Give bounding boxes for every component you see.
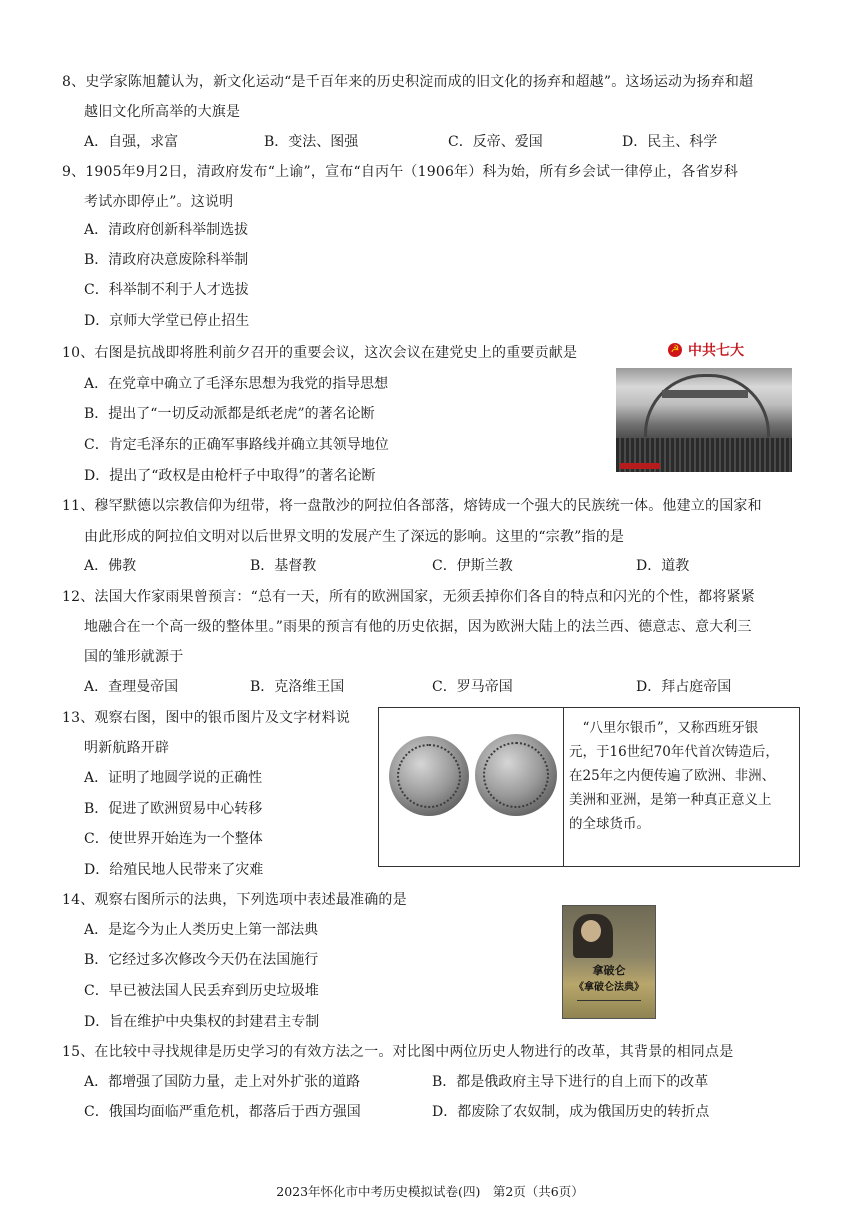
hall-arch <box>644 374 770 437</box>
q15-stem-line-1: 15、在比较中寻找规律是历史学习的有效方法之一。对比图中两位历史人物进行的改革，其背景的相同点是 <box>62 1044 734 1060</box>
q15-option-c: C．俄国均面临严重危机，都落后于西方强国 <box>84 1104 361 1120</box>
q12-option-b: B．克洛维王国 <box>250 679 345 695</box>
cpc-figure-header <box>668 340 744 360</box>
q13-option-d: D．给殖民地人民带来了灾难 <box>84 862 264 878</box>
q8-stem-line-2: 越旧文化所高举的大旗是 <box>84 104 241 120</box>
material-line-5: 的全球货币。 <box>569 816 650 832</box>
q11-stem-line-2: 由此形成的阿拉伯文明对以后世界文明的发展产生了深远的影响。这里的“宗教”指的是 <box>84 529 625 545</box>
q8-option-a: A．自强，求富 <box>84 134 179 150</box>
q8-stem-line-1: 8、史学家陈旭麓认为，新文化运动“是千百年来的历史积淀而成的旧文化的扬弃和超越”。这场运动为扬弃和超 <box>62 74 754 90</box>
q9-option-b: B．清政府决意废除科举制 <box>84 252 249 268</box>
q12-stem-line-1: 12、法国大作家雨果曾预言：“总有一天，所有的欧洲国家，无须丢掉你们各自的特点和闪光的个性，都将紧紧 <box>62 589 755 605</box>
q10-option-b: B．提出了“一切反动派都是纸老虎”的著名论断 <box>84 406 375 422</box>
book-title-line-2: 《拿破仑法典》 <box>574 982 644 993</box>
q11-option-a: A．佛教 <box>84 558 137 574</box>
coin-reverse-ring <box>483 742 549 808</box>
q9-option-a: A．清政府创新科举制选拔 <box>84 222 249 238</box>
cpc-congress-photo <box>616 368 792 472</box>
cpc-figure-title: 中共七大 <box>688 343 744 359</box>
q15-option-b: B．都是俄政府主导下进行的自上而下的改革 <box>432 1074 709 1090</box>
q12-stem-line-3: 国的雏形就源于 <box>84 649 184 665</box>
q8-option-c: C．反帝、爱国 <box>448 134 543 150</box>
q11-option-b: B．基督教 <box>250 558 317 574</box>
q15-option-a: A．都增强了国防力量，走上对外扩张的道路 <box>84 1074 361 1090</box>
portrait-face <box>581 920 601 942</box>
q11-option-d: D．道教 <box>636 558 690 574</box>
q14-option-a: A．是迄今为止人类历史上第一部法典 <box>84 922 319 938</box>
q13-stem-line-2: 明新航路开辟 <box>84 740 170 756</box>
q10-option-c: C．肯定毛泽东的正确军事路线并确立其领导地位 <box>84 437 389 453</box>
book-subtitle-rule <box>577 1000 641 1001</box>
q9-option-c: C．科举制不利于人才选拔 <box>84 282 249 298</box>
q14-option-b: B．它经过多次修改今天仍在法国施行 <box>84 952 319 968</box>
q9-stem-line-2: 考试亦即停止”。这说明 <box>84 194 234 210</box>
coin-material-text <box>569 716 797 836</box>
material-line-3: 在25年之内便传遍了欧洲、非洲、 <box>569 768 776 784</box>
q10-stem-line-1: 10、右图是抗战即将胜利前夕召开的重要会议，这次会议在建党史上的重要贡献是 <box>62 345 578 361</box>
coin-material-box <box>378 707 800 867</box>
material-line-2: 元，于16世纪70年代首次铸造后， <box>569 744 779 760</box>
q13-stem-line-1: 13、观察右图，图中的银币图片及文字材料说 <box>62 710 351 726</box>
q9-option-d: D．京师大学堂已停止招生 <box>84 313 250 329</box>
q13-option-a: A．证明了地圆学说的正确性 <box>84 770 263 786</box>
q14-stem-line-1: 14、观察右图所示的法典，下列选项中表述最准确的是 <box>62 892 407 908</box>
q14-option-c: C．早已被法国人民丢弃到历史垃圾堆 <box>84 983 319 999</box>
q12-option-a: A．查理曼帝国 <box>84 679 179 695</box>
q10-option-a: A．在党章中确立了毛泽东思想为我党的指导思想 <box>84 376 389 392</box>
q13-option-b: B．促进了欧洲贸易中心转移 <box>84 801 263 817</box>
material-line-4: 美洲和亚洲，是第一种真正意义上 <box>569 792 772 808</box>
q10-option-d: D．提出了“政权是由枪杆子中取得”的著名论断 <box>84 468 376 484</box>
q12-option-d: D．拜占庭帝国 <box>636 679 732 695</box>
party-emblem-icon: ☭ <box>668 343 682 357</box>
coin-reverse-image <box>475 734 557 816</box>
q8-option-d: D．民主、科学 <box>622 134 718 150</box>
book-title-line-1: 拿破仑 <box>592 964 626 977</box>
q12-stem-line-2: 地融合在一个高一级的整体里。”雨果的预言有他的历史依据，因为欧洲大陆上的法兰西、德意志、意大利三 <box>84 619 752 635</box>
q8-option-b: B．变法、图强 <box>264 134 359 150</box>
q11-option-c: C．伊斯兰教 <box>432 558 513 574</box>
q9-stem-line-1: 9、1905年9月2日，清政府发布“上谕”，宣布“自丙午（1906年）科为始，所有乡会试一律停止，各省岁科 <box>62 164 739 180</box>
page-footer: 2023年怀化市中考历史模拟试卷(四) 第2页（共6页） <box>276 1184 584 1199</box>
q15-option-d: D．都废除了农奴制，成为俄国历史的转折点 <box>432 1104 710 1120</box>
q11-stem-line-1: 11、穆罕默德以宗教信仰为纽带，将一盘散沙的阿拉伯各部落，熔铸成一个强大的民族统一体。他建立的国家和 <box>62 498 762 514</box>
q12-option-c: C．罗马帝国 <box>432 679 513 695</box>
material-divider <box>563 708 564 866</box>
hall-banner <box>662 390 748 398</box>
photo-caption-strip <box>620 463 660 469</box>
q14-option-d: D．旨在维护中央集权的封建君主专制 <box>84 1014 320 1030</box>
coin-obverse-ring <box>397 744 461 808</box>
napoleonic-code-book-cover <box>562 905 656 1019</box>
q13-option-c: C．使世界开始连为一个整体 <box>84 831 263 847</box>
material-line-1: “八里尔银币”，又称西班牙银 <box>569 720 759 736</box>
coin-obverse-image <box>389 736 469 816</box>
